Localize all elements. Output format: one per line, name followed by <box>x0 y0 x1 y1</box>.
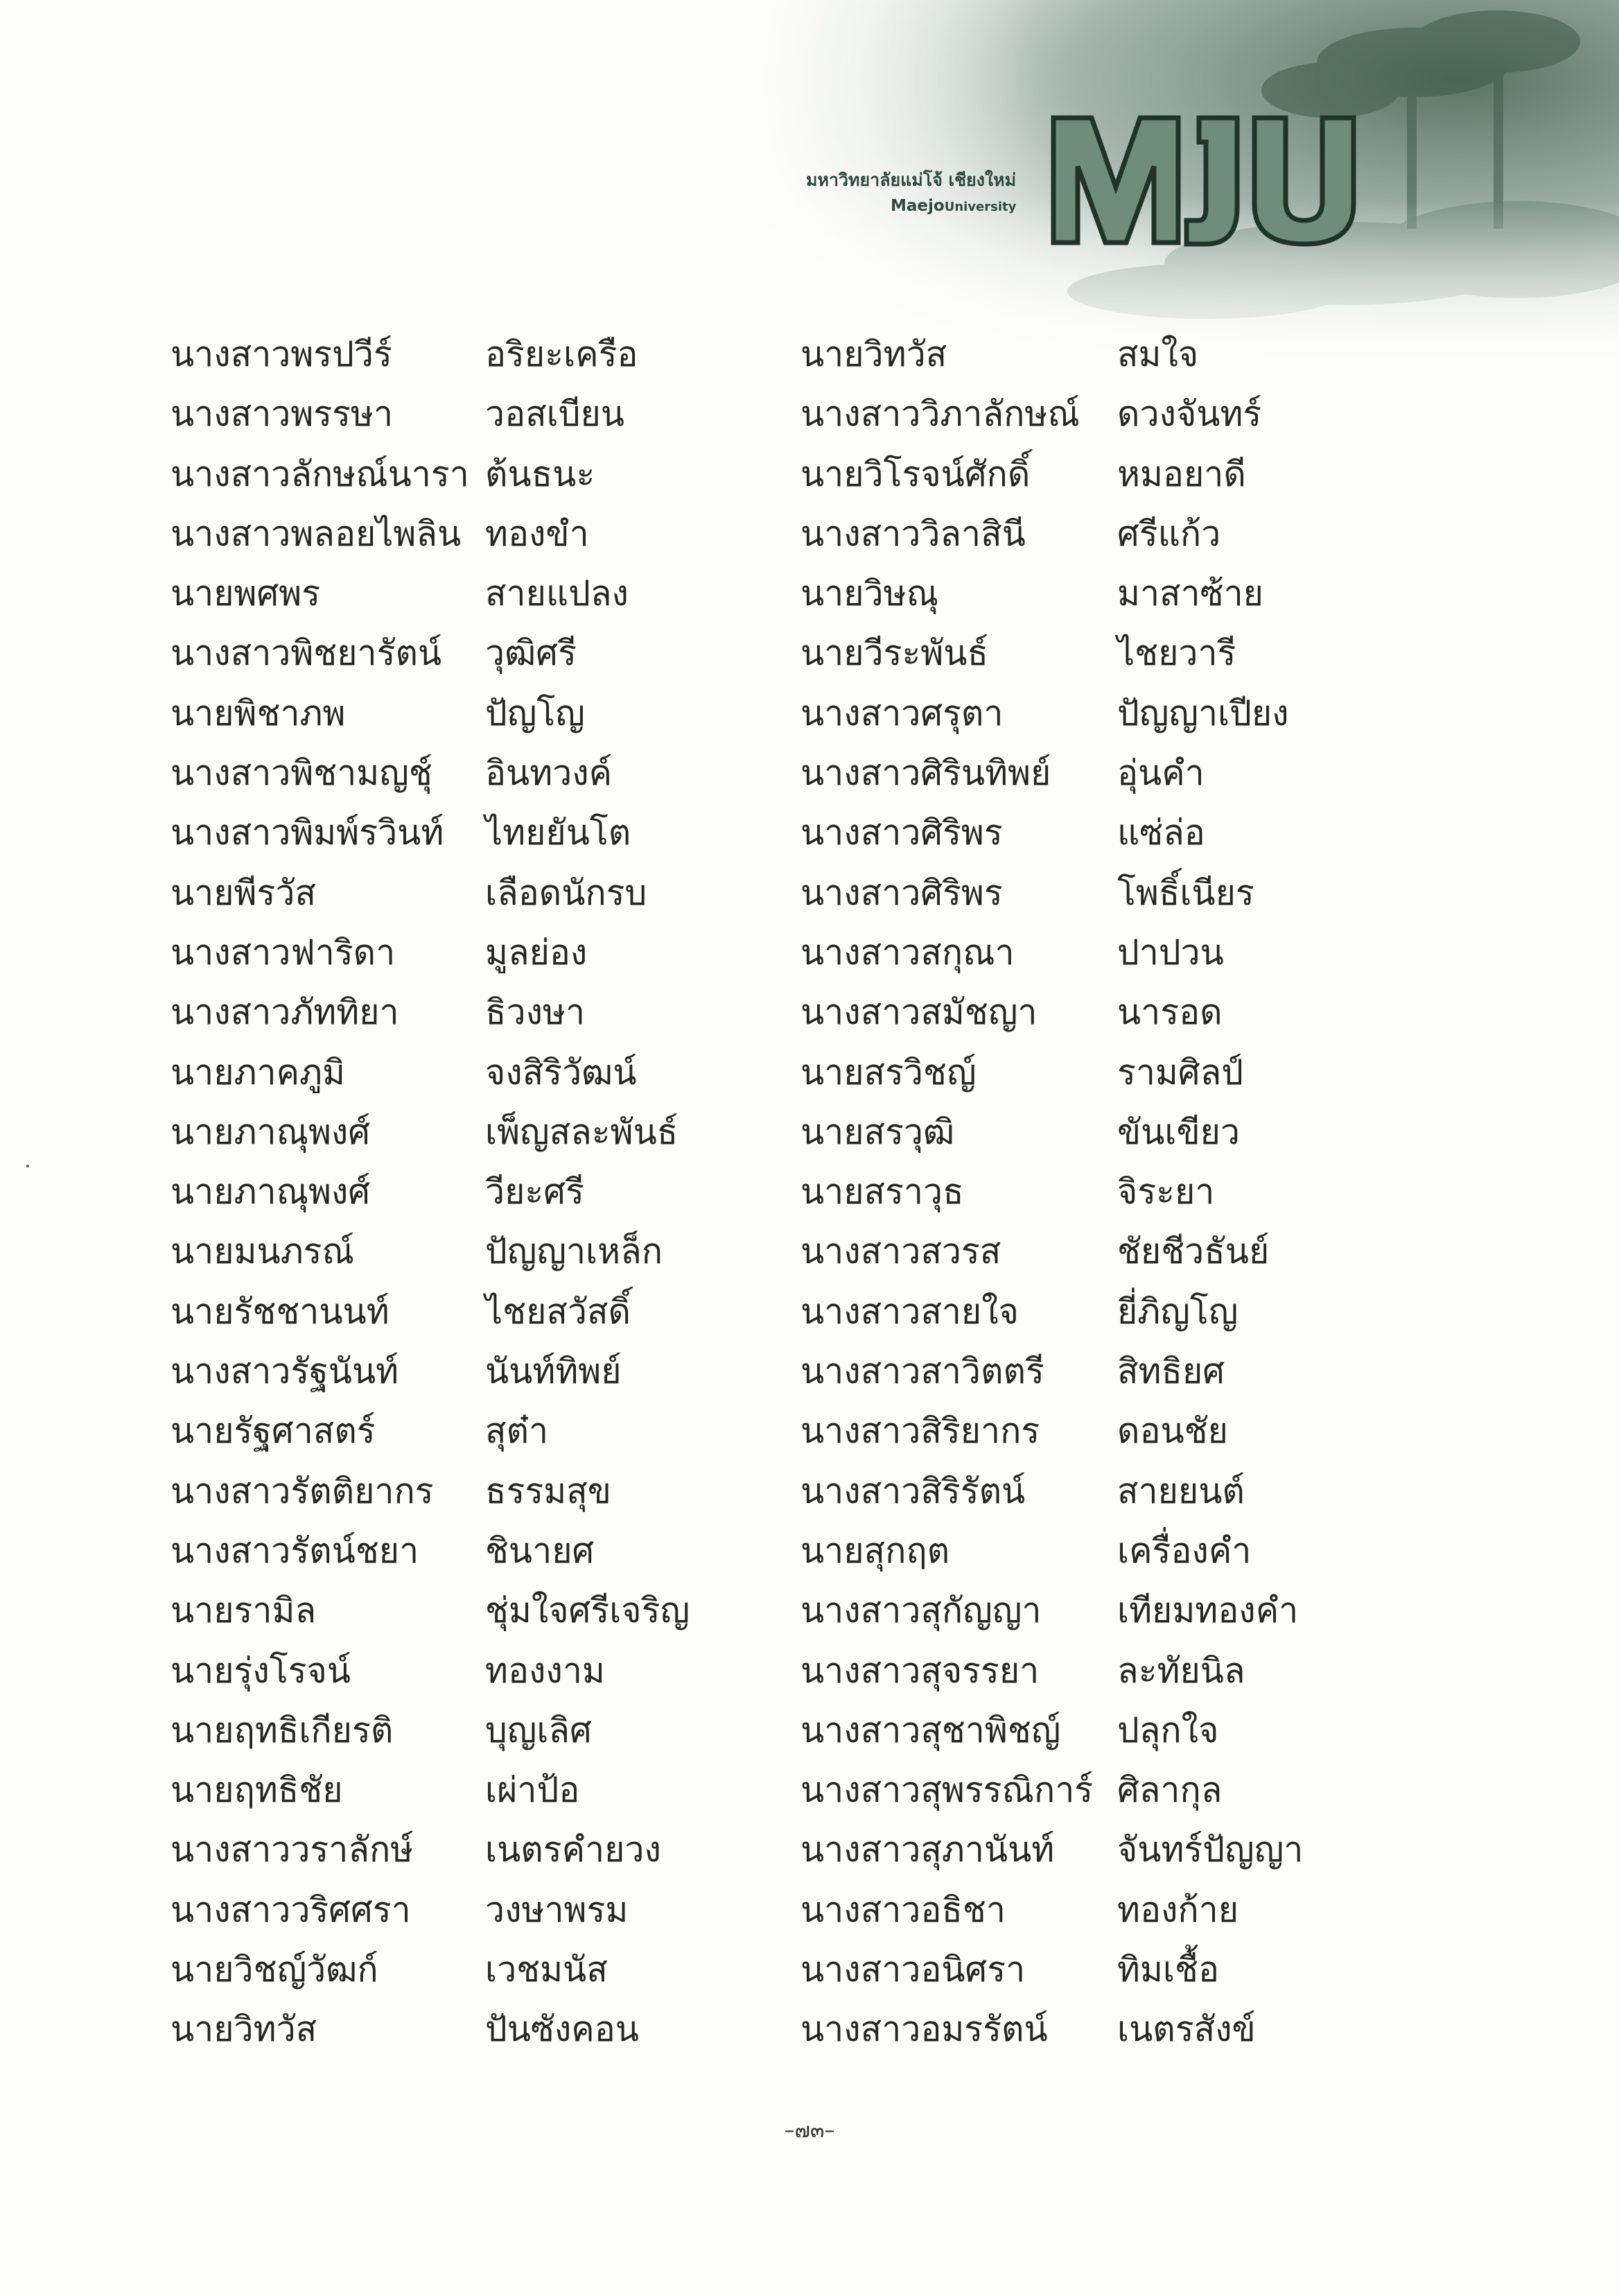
name-surname: แซ่ล่อ <box>1117 812 1205 853</box>
name-surname: ปันซังคอน <box>485 2009 639 2050</box>
name-title-first: นางสาวรัตติยากร <box>170 1470 434 1511</box>
university-name-suffix: University <box>944 200 1017 214</box>
name-surname: บุญเลิศ <box>485 1710 592 1750</box>
name-title-first: นายภาณุพงศ์ <box>170 1111 371 1152</box>
name-surname: จันทร์ปัญญา <box>1117 1829 1304 1870</box>
name-title-first: นางสาวอมรรัตน์ <box>800 2009 1048 2050</box>
name-title-first: นางสาววริศศรา <box>170 1889 411 1930</box>
name-surname: วุฒิศรี <box>485 633 577 674</box>
name-title-first: นางสาวศิรินทิพย์ <box>800 753 1051 794</box>
name-title-first: นางสาวพิชยารัตน์ <box>170 633 442 674</box>
name-surname: ไทยยันโต <box>485 812 631 853</box>
name-title-first: นายรัชชานนท์ <box>170 1291 390 1332</box>
name-title-first: นายสุกฤต <box>800 1530 950 1571</box>
name-title-first: นางสาววิลาสินี <box>800 513 1026 554</box>
name-surname: อุ่นคำ <box>1117 753 1205 794</box>
name-surname: เครื่องคำ <box>1117 1530 1252 1571</box>
name-surname: ขันเขียว <box>1117 1111 1241 1152</box>
name-title-first: นางสาวพิมพ์รวินท์ <box>170 812 444 853</box>
name-title-first: นายวิทวัส <box>800 334 947 374</box>
name-surname: นารอด <box>1117 992 1223 1033</box>
name-surname: โพธิ์เนียร <box>1117 872 1254 913</box>
name-surname: ชัยชีวธันย์ <box>1117 1231 1270 1272</box>
name-surname: เลือดนักรบ <box>485 872 647 913</box>
name-surname: หมอยาดี <box>1117 453 1246 494</box>
name-title-first: นายสรวิชญ์ <box>800 1052 977 1093</box>
name-title-first: นายสราวุธ <box>800 1172 964 1212</box>
name-title-first: นางสาวพรรษา <box>170 394 394 435</box>
name-title-first: นายรัฐศาสตร์ <box>170 1411 376 1452</box>
name-surname: ปัญญาเหล็ก <box>485 1231 663 1272</box>
name-surname: สิทธิยศ <box>1117 1351 1225 1392</box>
name-title-first: นางสาววราลักษ์ <box>170 1829 414 1870</box>
name-surname: อริยะเครือ <box>485 334 638 374</box>
name-title-first: นางสาวอนิศรา <box>800 1949 1026 1990</box>
name-surname: ชุ่มใจศรีเจริญ <box>485 1590 690 1631</box>
name-surname: เนตรคำยวง <box>485 1829 661 1870</box>
name-title-first: นายฤทธิเกียรติ <box>170 1710 394 1750</box>
name-title-first: นางสาวสุพรรณิการ์ <box>800 1770 1094 1811</box>
name-title-first: นางสาวสิริรัตน์ <box>800 1470 1026 1511</box>
name-surname: สมใจ <box>1117 334 1199 374</box>
name-title-first: นายพิชาภพ <box>170 693 346 733</box>
name-surname: เทียมทองคำ <box>1117 1590 1299 1631</box>
name-surname: มูลย่อง <box>485 932 588 973</box>
name-surname: ชินายศ <box>485 1530 595 1571</box>
name-surname: ทองงาม <box>485 1650 605 1691</box>
name-surname: มาสาซ้าย <box>1117 573 1263 614</box>
right-first-names-column <box>800 324 1093 2060</box>
name-surname: ปัญโญ <box>485 693 585 733</box>
name-title-first: นางสาวภัททิยา <box>170 992 399 1033</box>
name-surname: ทองขำ <box>485 513 589 554</box>
name-title-first: นายวิชญ์วัฒก์ <box>170 1949 378 1990</box>
name-title-first: นายภาคภูมิ <box>170 1052 345 1093</box>
name-surname: วงษาพรม <box>485 1889 629 1930</box>
name-surname: ไชยสวัสดิ์ <box>485 1291 631 1332</box>
name-title-first: นางสาวศิริพร <box>800 872 1003 913</box>
name-title-first: นางสาววิภาลักษณ์ <box>800 394 1080 435</box>
left-first-names-column <box>170 324 469 2060</box>
name-title-first: นายวิทวัส <box>170 2009 317 2050</box>
page-number: –๗๓– <box>784 2119 835 2143</box>
name-title-first: นางสาวอธิชา <box>800 1889 1006 1930</box>
name-surname: จิระยา <box>1117 1172 1215 1212</box>
name-title-first: นางสาวฟาริดา <box>170 932 396 973</box>
name-title-first: นางสาวพรปวีร์ <box>170 334 392 374</box>
name-title-first: นายภาณุพงศ์ <box>170 1172 371 1212</box>
name-title-first: นายวิโรจน์ศักดิ์ <box>800 453 1031 494</box>
university-name-english <box>891 197 1016 215</box>
university-name-prefix: Maejo <box>891 197 945 215</box>
name-title-first: นายรุ่งโรจน์ <box>170 1650 351 1691</box>
name-title-first: นางสาวสาวิตตรี <box>800 1351 1044 1392</box>
name-title-first: นางสาวลักษณ์นารา <box>170 453 469 494</box>
name-surname: ละทัยนิล <box>1117 1650 1245 1691</box>
name-title-first: นายฤทธิชัย <box>170 1770 343 1811</box>
name-surname: ธิวงษา <box>485 992 586 1033</box>
name-title-first: นางสาวสุชาพิชญ์ <box>800 1710 1061 1750</box>
name-title-first: นางสาวสมัชญา <box>800 992 1038 1033</box>
name-surname: อินทวงค์ <box>485 753 613 794</box>
name-surname: วียะศรี <box>485 1172 584 1212</box>
name-surname: รามศิลป์ <box>1117 1052 1244 1093</box>
name-surname: ทองก้าย <box>1117 1889 1239 1930</box>
name-title-first: นางสาวศิริพร <box>800 812 1003 853</box>
name-surname: ยี่ภิญโญ <box>1117 1291 1239 1332</box>
right-surnames-column <box>1117 324 1303 2060</box>
name-surname: ศรีแก้ว <box>1117 513 1221 554</box>
name-title-first: นายพศพร <box>170 573 321 614</box>
name-surname: ดอนชัย <box>1117 1411 1228 1452</box>
name-title-first: นางสาวสุจรรยา <box>800 1650 1040 1691</box>
name-surname: เนตรสังข์ <box>1117 2009 1256 2050</box>
university-name-thai: มหาวิทยาลัยแม่โจ้ เชียงใหม่ <box>806 170 1017 190</box>
name-title-first: นายสรวุฒิ <box>800 1111 955 1152</box>
name-surname: ไชยวารี <box>1117 633 1236 674</box>
name-surname: เผ่าป้อ <box>485 1770 580 1811</box>
name-surname: เวชมนัส <box>485 1949 608 1990</box>
name-title-first: นางสาวสกุณา <box>800 932 1015 973</box>
name-title-first: นางสาวสิริยากร <box>800 1411 1040 1452</box>
name-surname: ศิลากุล <box>1117 1770 1223 1811</box>
name-title-first: นางสาวรัตน์ชยา <box>170 1530 419 1571</box>
name-title-first: นางสาวสายใจ <box>800 1291 1019 1332</box>
name-surname: ดวงจันทร์ <box>1117 394 1262 435</box>
name-title-first: นายพีรวัส <box>170 872 316 913</box>
left-surnames-column <box>485 324 690 2060</box>
name-surname: นันท์ทิพย์ <box>485 1351 622 1392</box>
name-surname: สายยนต์ <box>1117 1470 1245 1511</box>
name-surname: เพ็ญสละพันธ์ <box>485 1111 679 1152</box>
name-title-first: นางสาวพลอยไพลิน <box>170 513 462 554</box>
name-surname: ธรรมสุข <box>485 1470 611 1511</box>
name-title-first: นายมนภรณ์ <box>170 1231 354 1272</box>
name-surname: ปาปวน <box>1117 932 1224 973</box>
name-title-first: นางสาวสวรส <box>800 1231 1001 1272</box>
name-surname: สุต๋า <box>485 1411 549 1452</box>
name-title-first: นายรามิล <box>170 1590 317 1631</box>
name-title-first: นางสาวพิชามญชุ์ <box>170 753 432 794</box>
name-surname: ทิมเชื้อ <box>1117 1949 1219 1990</box>
name-surname: สายแปลง <box>485 573 629 614</box>
name-title-first: นายวีระพันธ์ <box>800 633 988 674</box>
name-title-first: นางสาวรัฐนันท์ <box>170 1351 399 1392</box>
name-surname: ปลุกใจ <box>1117 1710 1219 1750</box>
name-title-first: นางสาวสุภานันท์ <box>800 1829 1055 1870</box>
scan-speck <box>26 1165 29 1167</box>
name-surname: วอสเบียน <box>485 394 624 435</box>
name-surname: จงสิริวัฒน์ <box>485 1052 637 1093</box>
name-title-first: นายวิษณุ <box>800 573 938 614</box>
name-surname: ปัญญาเปียง <box>1117 693 1289 733</box>
name-title-first: นางสาวสุกัญญา <box>800 1590 1042 1631</box>
name-surname: ต้นธนะ <box>485 453 595 494</box>
name-title-first: นางสาวศรุตา <box>800 693 1004 733</box>
